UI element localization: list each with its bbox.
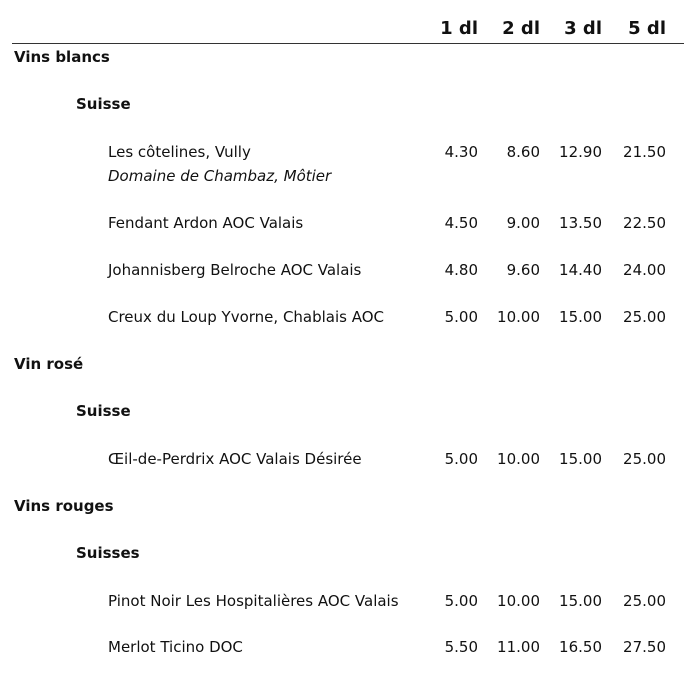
category-heading: Vin rosé <box>14 355 84 373</box>
origin-heading: Suisse <box>76 95 131 113</box>
wine-name <box>108 140 438 188</box>
column-header-2dl: 2 dl <box>502 18 540 39</box>
price-5dl: 25.00 <box>623 592 666 610</box>
price-3dl: 13.50 <box>559 214 602 232</box>
price-5dl: 25.00 <box>623 450 666 468</box>
price-2dl: 10.00 <box>497 450 540 468</box>
header-divider <box>12 43 684 44</box>
category-heading: Vins rouges <box>14 497 114 515</box>
wine-name: Œil-de-Perdrix AOC Valais Désirée <box>108 450 362 468</box>
column-header-1dl: 1 dl <box>440 18 478 39</box>
price-3dl: 15.00 <box>559 450 602 468</box>
price-3dl: 14.40 <box>559 261 602 279</box>
price-2dl: 11.00 <box>497 638 540 656</box>
price-1dl: 5.50 <box>444 638 478 656</box>
price-1dl: 4.80 <box>444 261 478 279</box>
column-header-3dl: 3 dl <box>564 18 602 39</box>
price-2dl: 10.00 <box>497 592 540 610</box>
price-2dl: 8.60 <box>506 143 540 161</box>
price-2dl: 9.00 <box>506 214 540 232</box>
price-5dl: 22.50 <box>623 214 666 232</box>
price-3dl: 15.00 <box>559 308 602 326</box>
wine-name: Johannisberg Belroche AOC Valais <box>108 261 362 279</box>
price-5dl: 21.50 <box>623 143 666 161</box>
price-3dl: 16.50 <box>559 638 602 656</box>
price-1dl: 5.00 <box>444 308 478 326</box>
price-3dl: 15.00 <box>559 592 602 610</box>
column-header-5dl: 5 dl <box>628 18 666 39</box>
price-5dl: 25.00 <box>623 308 666 326</box>
price-2dl: 10.00 <box>497 308 540 326</box>
category-heading: Vins blancs <box>14 48 110 66</box>
wine-name-text: Les côtelines, Vully <box>108 143 251 161</box>
wine-name: Pinot Noir Les Hospitalières AOC Valais <box>108 592 399 610</box>
price-5dl: 27.50 <box>623 638 666 656</box>
wine-producer: Domaine de Chambaz, Môtier <box>108 167 332 185</box>
price-1dl: 4.30 <box>444 143 478 161</box>
price-5dl: 24.00 <box>623 261 666 279</box>
origin-heading: Suisse <box>76 402 131 420</box>
price-1dl: 4.50 <box>444 214 478 232</box>
wine-name: Fendant Ardon AOC Valais <box>108 214 304 232</box>
price-1dl: 5.00 <box>444 450 478 468</box>
wine-name: Merlot Ticino DOC <box>108 638 243 656</box>
wine-name: Creux du Loup Yvorne, Chablais AOC <box>108 308 385 326</box>
origin-heading: Suisses <box>76 544 140 562</box>
price-2dl: 9.60 <box>506 261 540 279</box>
price-1dl: 5.00 <box>444 592 478 610</box>
price-3dl: 12.90 <box>559 143 602 161</box>
